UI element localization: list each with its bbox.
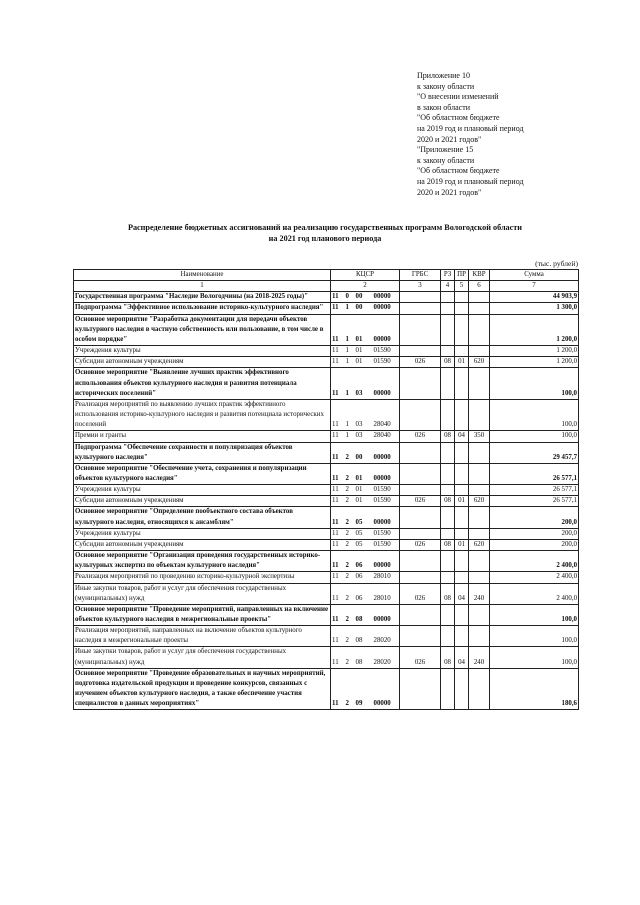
cell-kcsr-subprogram: 1 [345,314,355,345]
cell-kcsr-event: 03 [355,368,373,399]
cell-pr: 04 [455,431,469,442]
cell-kcsr-event: 01 [355,485,373,496]
cell-kcsr-program: 11 [331,507,345,528]
cell-kcsr-event: 03 [355,431,373,442]
cell-name: Реализация мероприятий по проведению историко-культурной экспертизы [74,572,331,583]
cell-kcsr-direction: 01590 [373,539,400,550]
cell-name: Реализация мероприятий по выявлению лучших практик эффективного использования историко-культурного наследия и развития потенциала исторических поселений [74,399,331,430]
cell-kvr [469,507,490,528]
index-cell: 3 [400,281,441,292]
cell-grbs [400,572,441,583]
cell-sum: 200,0 [490,539,579,550]
cell-kcsr-subprogram: 2 [345,485,355,496]
cell-sum: 1 200,0 [490,314,579,345]
cell-grbs [400,292,441,303]
table-row [74,539,579,550]
table-row [74,485,579,496]
cell-grbs: 026 [400,583,441,604]
cell-kcsr-direction: 00000 [373,551,400,572]
cell-grbs [400,303,441,314]
cell-kcsr-direction: 00000 [373,604,400,625]
cell-kcsr-direction: 01590 [373,528,400,539]
cell-kcsr-subprogram: 2 [345,572,355,583]
cell-kcsr-program: 11 [331,346,345,357]
cell-kcsr-direction: 00000 [373,507,400,528]
cell-pr [455,463,469,484]
cell-rz [441,314,455,345]
cell-kvr [469,463,490,484]
table-row [74,647,579,668]
cell-kcsr-event: 00 [355,303,373,314]
cell-kcsr-event: 00 [355,292,373,303]
appendix-line: 2020 и 2021 годов" [417,134,482,144]
table-row [74,496,579,507]
cell-grbs [400,528,441,539]
cell-name: Иные закупки товаров, работ и услуг для обеспечения государственных (муниципальных) нужд [74,647,331,668]
cell-kvr: 620 [469,357,490,368]
cell-name: Субсидии автономным учреждениям [74,357,331,368]
header-rz: РЗ [441,270,455,281]
cell-kcsr-subprogram: 1 [345,431,355,442]
cell-pr [455,346,469,357]
cell-sum: 1 200,0 [490,346,579,357]
cell-kcsr-subprogram: 2 [345,442,355,463]
cell-kvr [469,604,490,625]
cell-kcsr-event: 06 [355,551,373,572]
cell-kvr [469,668,490,710]
cell-kvr [469,442,490,463]
cell-grbs: 026 [400,539,441,550]
cell-kcsr-event: 06 [355,572,373,583]
table-row [74,528,579,539]
cell-kcsr-program: 11 [331,583,345,604]
table-row [74,551,579,572]
cell-kvr [469,572,490,583]
appendix-line: "О внесении изменений [417,92,499,102]
cell-grbs [400,346,441,357]
appendix-line: "Об областном бюджете [417,166,500,176]
cell-kcsr-subprogram: 2 [345,551,355,572]
cell-sum: 26 577,1 [490,496,579,507]
cell-kcsr-direction: 28010 [373,583,400,604]
cell-sum: 26 577,1 [490,463,579,484]
cell-kvr [469,346,490,357]
cell-kvr: 240 [469,647,490,668]
cell-kvr: 620 [469,539,490,550]
cell-kcsr-program: 11 [331,528,345,539]
cell-rz [441,604,455,625]
table-row [74,507,579,528]
index-cell: 2 [331,281,400,292]
cell-pr [455,572,469,583]
cell-grbs [400,626,441,647]
table-row [74,292,579,303]
cell-kcsr-program: 11 [331,485,345,496]
cell-grbs [400,463,441,484]
cell-pr: 01 [455,539,469,550]
cell-name: Учреждения культуры [74,528,331,539]
cell-sum: 2 400,0 [490,551,579,572]
cell-kcsr-direction: 28020 [373,626,400,647]
cell-kcsr-direction: 00000 [373,303,400,314]
cell-sum: 100,0 [490,626,579,647]
index-cell: 4 [441,281,455,292]
appendix-line: в закон области [417,102,470,112]
cell-grbs: 026 [400,647,441,668]
cell-kcsr-event: 01 [355,314,373,345]
cell-kcsr-event: 09 [355,668,373,710]
cell-name: Основное мероприятие "Обеспечение учета, сохранения и популяризации объектов культурного наследия" [74,463,331,484]
cell-rz [441,528,455,539]
cell-rz: 08 [441,496,455,507]
cell-kcsr-subprogram: 0 [345,292,355,303]
cell-kcsr-direction: 28010 [373,572,400,583]
table-row [74,368,579,399]
cell-sum: 100,0 [490,647,579,668]
cell-rz [441,463,455,484]
cell-name: Основное мероприятие "Выявление лучших практик эффективного использования объектов культурного наследия и развития потенциала исторических поселений" [74,368,331,399]
cell-kvr [469,303,490,314]
cell-sum: 2 400,0 [490,572,579,583]
appendix-line: на 2019 год и плановый период [417,123,524,133]
cell-kcsr-program: 11 [331,314,345,345]
cell-sum: 180,6 [490,668,579,710]
cell-kcsr-program: 11 [331,442,345,463]
cell-rz [441,626,455,647]
cell-pr [455,442,469,463]
index-cell: 1 [74,281,331,292]
cell-kvr [469,314,490,345]
cell-kcsr-direction: 00000 [373,442,400,463]
cell-kcsr-event: 01 [355,346,373,357]
cell-rz [441,442,455,463]
appendix-header [417,71,617,198]
table-row [74,303,579,314]
table-row [74,572,579,583]
cell-kcsr-program: 11 [331,357,345,368]
cell-grbs [400,442,441,463]
cell-kcsr-program: 11 [331,431,345,442]
cell-kcsr-event: 03 [355,399,373,430]
cell-rz [441,485,455,496]
cell-sum: 100,0 [490,368,579,399]
cell-grbs [400,485,441,496]
cell-kcsr-subprogram: 1 [345,368,355,399]
header-name: Наименование [74,270,331,281]
cell-name: Основное мероприятие "Проведение мероприятий, направленных на включение объектов культурного наследия в межрегиональные проекты" [74,604,331,625]
document-title [70,222,580,244]
cell-kcsr-program: 11 [331,647,345,668]
cell-kcsr-direction: 28020 [373,647,400,668]
cell-sum: 200,0 [490,507,579,528]
appendix-line: "Об областном бюджете [417,113,500,123]
cell-pr [455,551,469,572]
table-row [74,626,579,647]
cell-grbs: 026 [400,496,441,507]
cell-grbs [400,551,441,572]
cell-kcsr-event: 01 [355,496,373,507]
cell-grbs [400,399,441,430]
cell-kcsr-program: 11 [331,572,345,583]
cell-sum: 100,0 [490,399,579,430]
cell-kcsr-subprogram: 2 [345,528,355,539]
cell-kcsr-subprogram: 2 [345,583,355,604]
table-row [74,357,579,368]
cell-kcsr-direction: 00000 [373,463,400,484]
cell-kcsr-subprogram: 2 [345,626,355,647]
cell-name: Основное мероприятие "Проведение образовательных и научных мероприятий, подготовка издательской продукции и проведение конкурсов, связанных с изучением объектов культурного наследия, а также обеспечение участия специалистов в данных мероприятиях" [74,668,331,710]
cell-sum: 1 300,0 [490,303,579,314]
cell-kcsr-subprogram: 2 [345,507,355,528]
cell-rz [441,303,455,314]
appendix-line: 2020 и 2021 годов" [417,187,482,197]
cell-kvr: 620 [469,496,490,507]
cell-name: Премии и гранты [74,431,331,442]
cell-kcsr-program: 11 [331,668,345,710]
document-title-line-2: на 2021 год планового периода [268,234,382,243]
cell-pr [455,303,469,314]
cell-pr: 04 [455,583,469,604]
cell-kcsr-direction: 01590 [373,357,400,368]
cell-pr: 01 [455,496,469,507]
cell-sum: 29 457,7 [490,442,579,463]
cell-name: Государственная программа "Наследие Вологодчины (на 2018-2025 годы)" [74,292,331,303]
cell-rz: 08 [441,539,455,550]
table-header-row [74,270,579,281]
cell-name: Подпрограмма "Обеспечение сохранности и популяризация объектов культурного наследия" [74,442,331,463]
cell-rz [441,399,455,430]
table-row [74,431,579,442]
cell-rz [441,292,455,303]
cell-grbs: 026 [400,431,441,442]
table-index-row [74,281,579,292]
cell-rz [441,551,455,572]
cell-rz [441,572,455,583]
index-cell: 6 [469,281,490,292]
cell-kcsr-event: 08 [355,604,373,625]
cell-pr [455,604,469,625]
cell-sum: 2 400,0 [490,583,579,604]
cell-kcsr-program: 11 [331,626,345,647]
cell-rz [441,346,455,357]
cell-kcsr-program: 11 [331,604,345,625]
cell-kcsr-program: 11 [331,368,345,399]
cell-kcsr-event: 08 [355,647,373,668]
cell-grbs [400,604,441,625]
cell-kcsr-event: 05 [355,539,373,550]
cell-name: Реализация мероприятий, направленных на включение объектов культурного наследия в межрегиональные проекты [74,626,331,647]
cell-kcsr-program: 11 [331,539,345,550]
cell-kvr: 350 [469,431,490,442]
cell-kvr [469,292,490,303]
cell-rz: 08 [441,431,455,442]
cell-kcsr-program: 11 [331,399,345,430]
cell-kcsr-event: 00 [355,442,373,463]
cell-sum: 200,0 [490,528,579,539]
cell-name: Основное мероприятие "Разработка документации для передачи объектов культурного наследия в частную собственность или пользование, в том числе в особом порядке" [74,314,331,345]
cell-kvr [469,368,490,399]
cell-name: Субсидии автономным учреждениям [74,539,331,550]
table-row [74,346,579,357]
cell-kcsr-event: 05 [355,528,373,539]
cell-pr [455,668,469,710]
cell-kvr [469,399,490,430]
cell-rz: 08 [441,583,455,604]
cell-pr [455,368,469,399]
cell-kcsr-event: 05 [355,507,373,528]
cell-name: Основное мероприятие "Организация проведения государственных историко-культурных экспертиз по объектам культурного наследия" [74,551,331,572]
cell-kcsr-direction: 01590 [373,496,400,507]
cell-grbs [400,368,441,399]
cell-kcsr-direction: 00000 [373,668,400,710]
cell-grbs: 026 [400,357,441,368]
appendix-line: "Приложение 15 [417,145,474,155]
budget-table [73,269,579,710]
cell-grbs [400,314,441,345]
header-sum: Сумма [490,270,579,281]
header-grbs: ГРБС [400,270,441,281]
cell-rz [441,368,455,399]
cell-kvr [469,528,490,539]
cell-grbs [400,668,441,710]
cell-kcsr-direction: 00000 [373,368,400,399]
cell-sum: 44 903,9 [490,292,579,303]
cell-kvr [469,551,490,572]
cell-pr: 04 [455,647,469,668]
cell-kcsr-direction: 28040 [373,431,400,442]
cell-grbs [400,507,441,528]
cell-kcsr-program: 11 [331,292,345,303]
cell-pr [455,507,469,528]
cell-name: Основное мероприятие "Определение пообъектного состава объектов культурного наследия, относящихся к ансамблям" [74,507,331,528]
table-row [74,583,579,604]
cell-kcsr-direction: 00000 [373,292,400,303]
cell-sum: 100,0 [490,604,579,625]
appendix-line: к закону области [417,155,475,165]
cell-kcsr-subprogram: 2 [345,496,355,507]
cell-kcsr-event: 01 [355,357,373,368]
appendix-line: на 2019 год и плановый период [417,176,524,186]
cell-pr: 01 [455,357,469,368]
cell-rz: 08 [441,357,455,368]
cell-kcsr-subprogram: 2 [345,539,355,550]
cell-kcsr-program: 11 [331,303,345,314]
cell-kcsr-program: 11 [331,463,345,484]
table-row [74,442,579,463]
appendix-line: Приложение 10 [417,71,470,80]
table-row [74,399,579,430]
cell-kcsr-subprogram: 1 [345,303,355,314]
cell-pr [455,314,469,345]
header-pr: ПР [455,270,469,281]
table-row [74,463,579,484]
cell-pr [455,292,469,303]
cell-kvr: 240 [469,583,490,604]
units-label: (тыс. рублей) [535,259,578,268]
table-body [74,292,579,710]
cell-kcsr-subprogram: 2 [345,647,355,668]
cell-kcsr-event: 06 [355,583,373,604]
cell-kcsr-program: 11 [331,496,345,507]
cell-sum: 26 577,1 [490,485,579,496]
cell-kcsr-subprogram: 2 [345,668,355,710]
cell-kcsr-direction: 01590 [373,485,400,496]
cell-kvr [469,485,490,496]
cell-kcsr-direction: 01590 [373,346,400,357]
cell-name: Подпрограмма "Эффективное использование историко-культурного наследия" [74,303,331,314]
cell-kvr [469,626,490,647]
cell-rz [441,507,455,528]
header-kvr: КВР [469,270,490,281]
cell-rz: 08 [441,647,455,668]
cell-kcsr-direction: 00000 [373,314,400,345]
cell-rz [441,668,455,710]
appendix-line: к закону области [417,81,475,91]
document-title-line-1: Распределение бюджетных ассигнований на реализацию государственных программ Вологодской области [127,223,523,232]
table-row [74,668,579,710]
header-kcsr: КЦСР [331,270,400,281]
cell-pr [455,399,469,430]
cell-kcsr-subprogram: 2 [345,463,355,484]
table-row [74,314,579,345]
index-cell: 5 [455,281,469,292]
cell-name: Иные закупки товаров, работ и услуг для обеспечения государственных (муниципальных) нужд [74,583,331,604]
cell-kcsr-event: 08 [355,626,373,647]
cell-pr [455,626,469,647]
cell-kcsr-subprogram: 1 [345,399,355,430]
cell-name: Учреждения культуры [74,346,331,357]
cell-pr [455,528,469,539]
index-cell: 7 [490,281,579,292]
cell-kcsr-subprogram: 1 [345,357,355,368]
cell-kcsr-direction: 28040 [373,399,400,430]
table-row [74,604,579,625]
cell-kcsr-subprogram: 1 [345,346,355,357]
cell-kcsr-event: 01 [355,463,373,484]
cell-kcsr-subprogram: 2 [345,604,355,625]
cell-sum: 1 200,0 [490,357,579,368]
cell-sum: 100,0 [490,431,579,442]
cell-name: Учреждения культуры [74,485,331,496]
cell-kcsr-program: 11 [331,551,345,572]
cell-pr [455,485,469,496]
cell-name: Субсидии автономным учреждениям [74,496,331,507]
